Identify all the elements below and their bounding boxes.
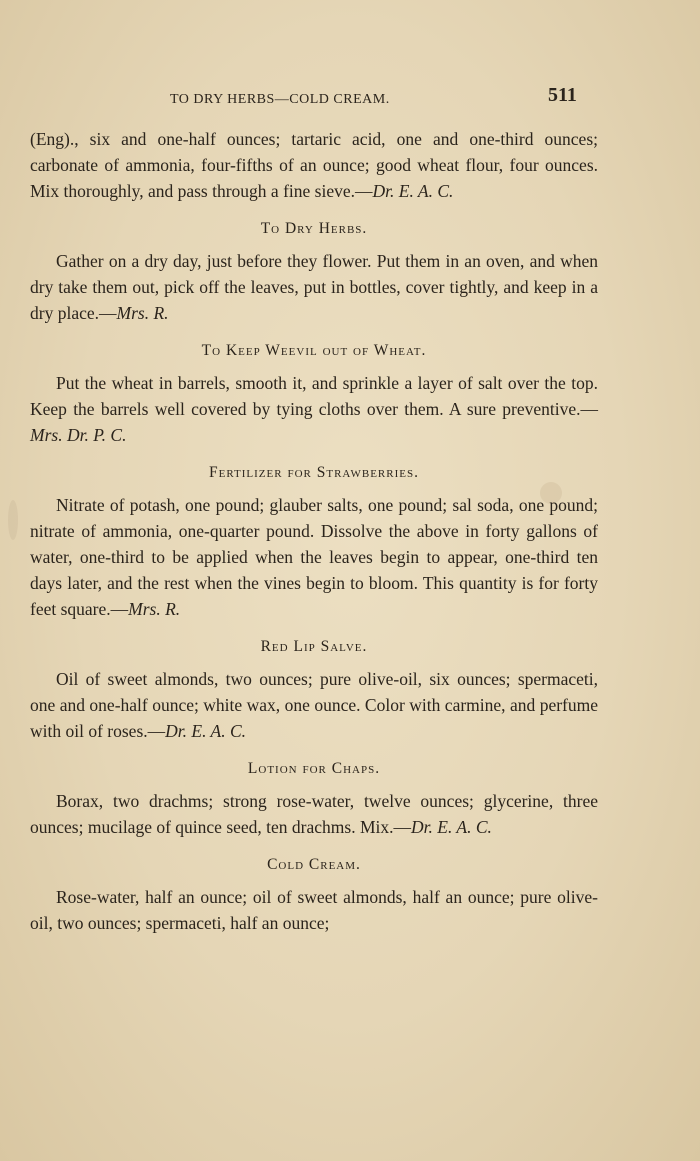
section-heading-weevil: To Keep Weevil out of Wheat. xyxy=(201,342,427,359)
paragraph-cold-cream xyxy=(30,884,598,936)
paragraph-text: (Eng)., six and one-half ounces; tartaric acid, one and one-third ounces; carbonate of ammonia, four-fifths of an ounce; good wheat flour, four ounces. Mix thoroughly, and pass through a fine sieve.— xyxy=(30,129,598,201)
attribution: Mrs. R. xyxy=(116,303,169,323)
section-heading-lip-salve: Red Lip Salve. xyxy=(260,638,368,655)
page-header xyxy=(0,80,700,110)
attribution: Mrs. R. xyxy=(128,599,181,619)
section-heading-chaps: Lotion for Chaps. xyxy=(247,760,381,777)
paragraph-text: Borax, two drachms; strong rose-water, twelve ounces; glycerine, three ounces; mucilage of quince seed, ten drachms. Mix.— xyxy=(30,791,598,837)
section-heading-cold-cream: Cold Cream. xyxy=(267,856,361,873)
attribution: Dr. E. A. C. xyxy=(165,721,247,741)
paragraph-weevil xyxy=(30,370,598,448)
paragraph-text: Gather on a dry day, just before they flower. Put them in an oven, and when dry take them out, pick off the leaves, put in bottles, cover tightly, and keep in a dry place.— xyxy=(30,251,598,323)
page-number: 511 xyxy=(548,84,577,106)
attribution: Mrs. Dr. P. C. xyxy=(30,425,127,445)
paragraph-chaps xyxy=(30,788,598,840)
paragraph-text: Nitrate of potash, one pound; glauber salts, one pound; sal soda, one pound; nitrate of ammonia, one-quarter pound. Dissolve the above in forty gallons of water, one-third to be applied when the leaves begin to appear, one-third ten days later, and the rest when the vines begin to bloom. This quantity is for forty feet square.— xyxy=(30,495,598,619)
running-title: TO DRY HERBS—COLD CREAM. xyxy=(170,92,390,107)
page-body xyxy=(30,126,598,936)
paragraph-lip-salve xyxy=(30,666,598,744)
paragraph-text: Oil of sweet almonds, two ounces; pure olive-oil, six ounces; spermaceti, one and one-half ounce; white wax, one ounce. Color with carmine, and perfume with oil of roses.— xyxy=(30,669,598,741)
section-heading-dry-herbs: To Dry Herbs. xyxy=(260,220,368,237)
attribution: Dr. E. A. C. xyxy=(372,181,454,201)
attribution: Dr. E. A. C. xyxy=(411,817,492,837)
paragraph-dry-herbs xyxy=(30,248,598,326)
paper-stain xyxy=(8,500,18,540)
paragraph-fertilizer xyxy=(30,492,598,622)
section-heading-fertilizer: Fertilizer for Strawberries. xyxy=(209,464,419,481)
paragraph-text: Rose-water, half an ounce; oil of sweet almonds, half an ounce; pure olive-oil, two ounces; spermaceti, half an ounce; xyxy=(30,887,598,933)
paragraph-text: Put the wheat in barrels, smooth it, and sprinkle a layer of salt over the top. Keep the barrels well covered by tying cloths over them. A sure preventive.— xyxy=(30,373,598,419)
paragraph-continued xyxy=(30,126,598,204)
